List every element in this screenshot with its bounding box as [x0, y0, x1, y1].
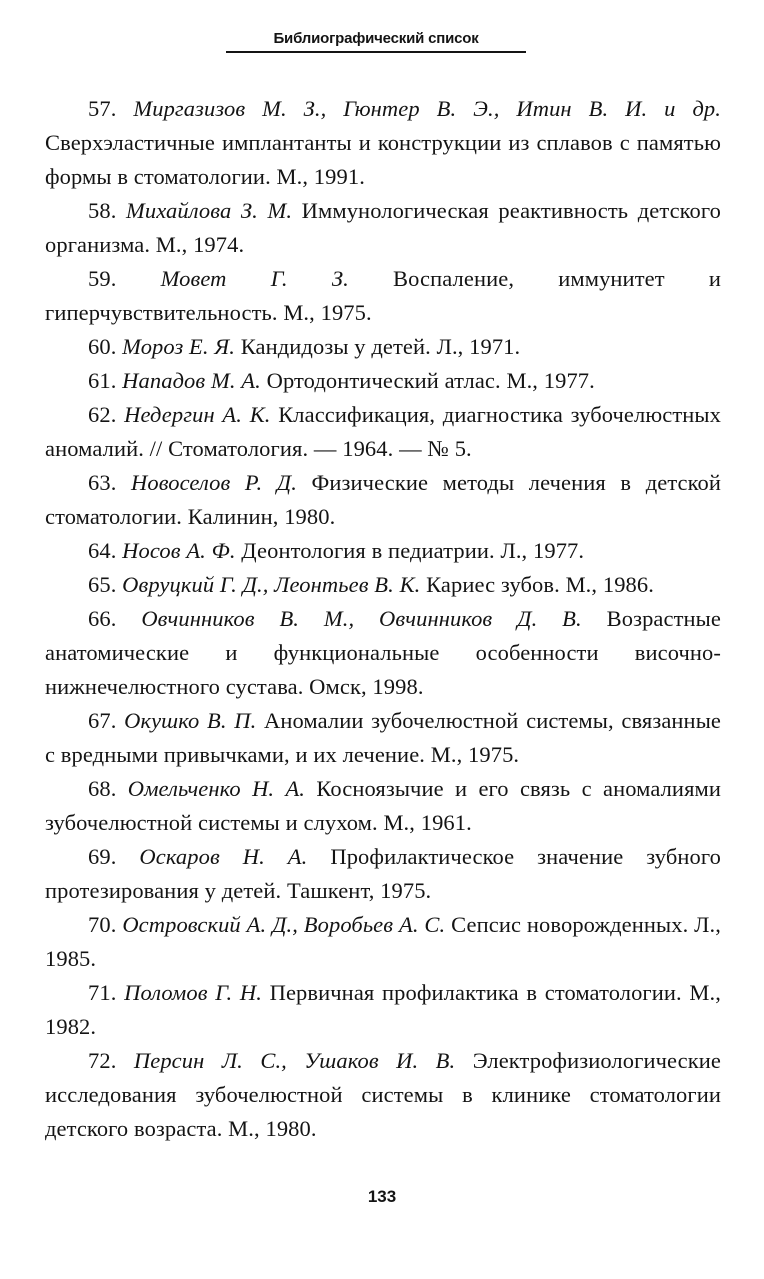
- entry-authors: Персин Л. С., Ушаков И. В.: [133, 1048, 456, 1073]
- bibliography-entry-62: [45, 398, 721, 466]
- entry-title: Ортодонтический атлас. М., 1977.: [266, 368, 595, 393]
- entry-authors: Мороз Е. Я.: [122, 334, 235, 359]
- entry-number: 70.: [88, 912, 117, 937]
- entry-authors: Миргазизов М. З., Гюнтер В. Э., Итин В. И. и др.: [133, 96, 722, 121]
- bibliography-entry-72: [45, 1044, 721, 1146]
- bibliography-entry-71: [45, 976, 721, 1044]
- entry-authors: Овчинников В. М., Овчинников Д. В.: [141, 606, 582, 631]
- entry-authors: Недергин А. К.: [124, 402, 271, 427]
- bibliography-entry-59: [45, 262, 721, 330]
- entry-title: Деонтология в педиатрии. Л., 1977.: [241, 538, 585, 563]
- entry-title: Кариес зубов. М., 1986.: [426, 572, 654, 597]
- bibliography-entry-58: [45, 194, 721, 262]
- entry-title: Воспаление, иммунитет и гиперчувствительность. М., 1975.: [45, 266, 721, 325]
- entry-authors: Островский А. Д., Воробьев А. С.: [122, 912, 446, 937]
- entry-title: Иммунологическая реактивность детского организма. М., 1974.: [45, 198, 722, 257]
- entry-title: Электрофизиологические исследования зубочелюстной системы в клинике стоматологии детского возраста. М., 1980.: [45, 1048, 721, 1141]
- entry-title: Физические методы лечения в детской стоматологии. Калинин, 1980.: [45, 470, 721, 529]
- entry-number: 67.: [88, 708, 117, 733]
- bibliography-entry-68: [45, 772, 721, 840]
- entry-number: 57.: [88, 96, 117, 121]
- entry-title: Возрастные анатомические и функциональные особенности височно-нижнечелюстного сустава. Омск, 1998.: [45, 606, 721, 699]
- entry-number: 62.: [88, 402, 117, 427]
- entry-number: 69.: [88, 844, 117, 869]
- bibliography-entry-63: [45, 466, 721, 534]
- entry-authors: Носов А. Ф.: [122, 538, 236, 563]
- entry-number: 58.: [88, 198, 117, 223]
- page-number: 133: [367, 1187, 397, 1206]
- bibliography-entry-60: [45, 330, 721, 364]
- entry-number: 61.: [88, 368, 117, 393]
- entry-authors: Новоселов Р. Д.: [131, 470, 297, 495]
- entry-title: Косноязычие и его связь с аномалиями зубочелюстной системы и слухом. М., 1961.: [45, 776, 721, 835]
- entry-number: 63.: [88, 470, 117, 495]
- entry-number: 72.: [88, 1048, 117, 1073]
- entry-number: 68.: [88, 776, 117, 801]
- bibliography-entry-69: [45, 840, 721, 908]
- running-header: Библиографический список: [226, 30, 526, 53]
- entry-authors: Оскаров Н. А.: [139, 844, 308, 869]
- entry-title: Сепсис новорожденных. Л., 1985.: [45, 912, 721, 971]
- entry-number: 59.: [88, 266, 117, 291]
- entry-number: 60.: [88, 334, 117, 359]
- entry-authors: Овруцкий Г. Д., Леонтьев В. К.: [122, 572, 421, 597]
- entry-title: Классификация, диагностика зубочелюстных аномалий. // Стоматология. — 1964. — № 5.: [45, 402, 721, 461]
- bibliography-entry-64: [45, 534, 721, 568]
- bibliography-entry-65: [45, 568, 721, 602]
- entry-number: 64.: [88, 538, 117, 563]
- bibliography-entry-57: [45, 92, 721, 194]
- entry-number: 66.: [88, 606, 117, 631]
- entry-authors: Поломов Г. Н.: [124, 980, 262, 1005]
- entry-authors: Михайлова З. М.: [126, 198, 293, 223]
- entry-authors: Мовет Г. З.: [160, 266, 349, 291]
- entry-title: Аномалии зубочелюстной системы, связанные с вредными привычками, и их лечение. М., 1975.: [45, 708, 721, 767]
- entry-number: 65.: [88, 572, 117, 597]
- bibliography-entry-70: [45, 908, 721, 976]
- entry-authors: Окушко В. П.: [124, 708, 257, 733]
- bibliography-entry-67: [45, 704, 721, 772]
- bibliography-entry-61: [45, 364, 721, 398]
- entry-title: Сверхэластичные имплантанты и конструкции из сплавов с памятью формы в стоматологии. М., 1991.: [45, 130, 721, 189]
- entry-authors: Нападов М. А.: [122, 368, 261, 393]
- entry-title: Профилактическое значение зубного протезирования у детей. Ташкент, 1975.: [45, 844, 722, 903]
- entry-title: Кандидозы у детей. Л., 1971.: [240, 334, 521, 359]
- bibliography-entry-66: [45, 602, 721, 704]
- entry-number: 71.: [88, 980, 117, 1005]
- bibliography-list: [45, 92, 721, 1146]
- entry-title: Первичная профилактика в стоматологии. М., 1982.: [45, 980, 721, 1039]
- entry-authors: Омельченко Н. А.: [127, 776, 306, 801]
